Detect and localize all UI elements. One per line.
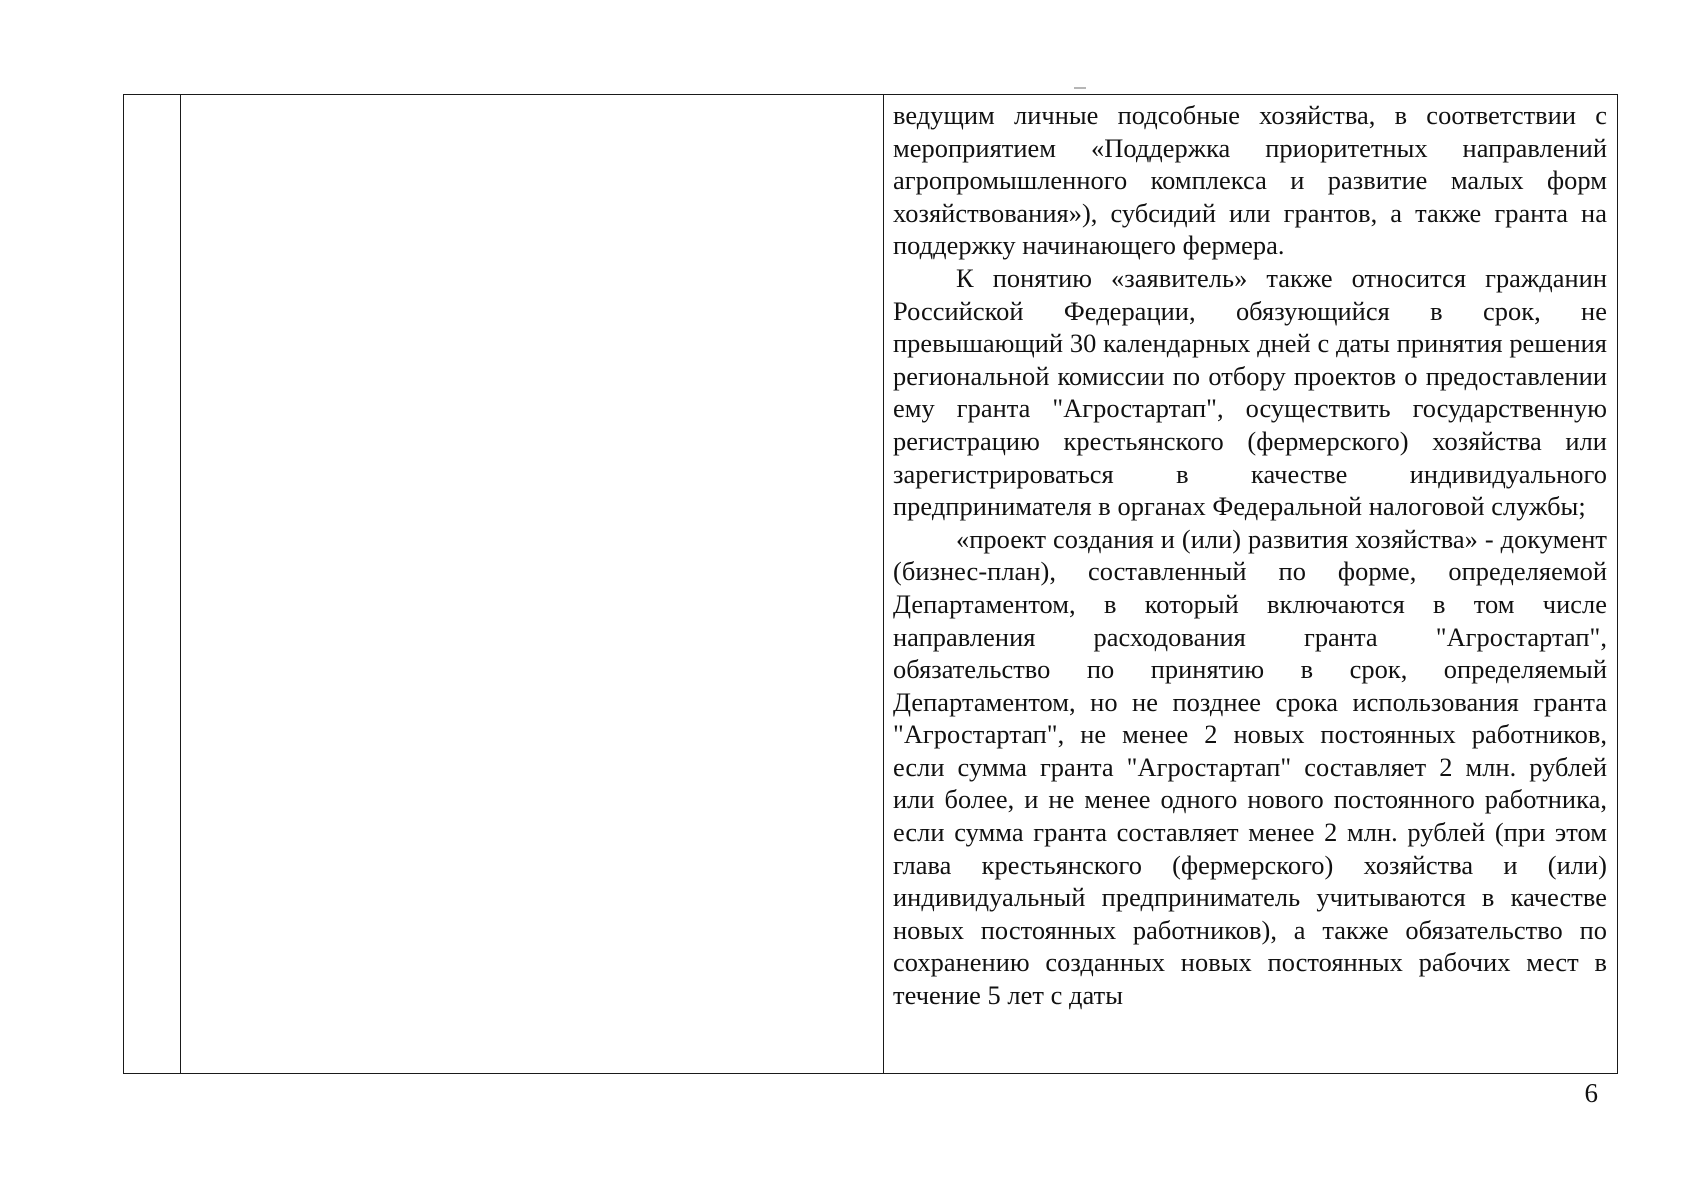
table-column-number: [124, 95, 181, 1073]
page-number: 6: [1584, 1078, 1598, 1108]
paragraph-project-definition: «проект создания и (или) развития хозяйства» - документ (бизнес-план), составленный по форме, определяемой Департаментом, в который включаются в том числе направления расходования гранта "Агростартап", обязательство по принятию в срок, определяемый Департаментом, но не позднее срока использования гранта "Агростартап", не менее 2 новых постоянных работников, если сумма гранта "Агростартап" составляет 2 млн. рублей или более, и не менее одного нового постоянного работника, если сумма гранта составляет менее 2 млн. рублей (при этом глава крестьянского (фермерского) хозяйства и (или) индивидуальный предприниматель учитываются в качестве новых постоянных работников), а также обязательство по сохранению созданных новых постоянных рабочих мест в течение 5 лет с даты: [893, 523, 1607, 1011]
paragraph-continuation: ведущим личные подсобные хозяйства, в соответствии с мероприятием «Поддержка приоритетных направлений агропромышленного комплекса и развитие малых форм хозяйствования»), субсидий или грантов, а также гранта на поддержку начинающего фермера.: [893, 100, 1607, 261]
document-table: [123, 94, 1618, 1074]
table-column-text: [884, 95, 1617, 1073]
paragraph-applicant-definition: К понятию «заявитель» также относится гражданин Российской Федерации, обязующийся в срок, не превышающий 30 календарных дней с даты принятия решения региональной комиссии по отбору проектов о предоставлении ему гранта "Агростартап", осуществить государственную регистрацию крестьянского (фермерского) хозяйства или зарегистрироваться в качестве индивидуального предпринимателя в органах Федеральной налоговой службы;: [893, 262, 1607, 522]
scan-artifact: [1074, 87, 1086, 89]
table-column-empty: [180, 95, 884, 1073]
